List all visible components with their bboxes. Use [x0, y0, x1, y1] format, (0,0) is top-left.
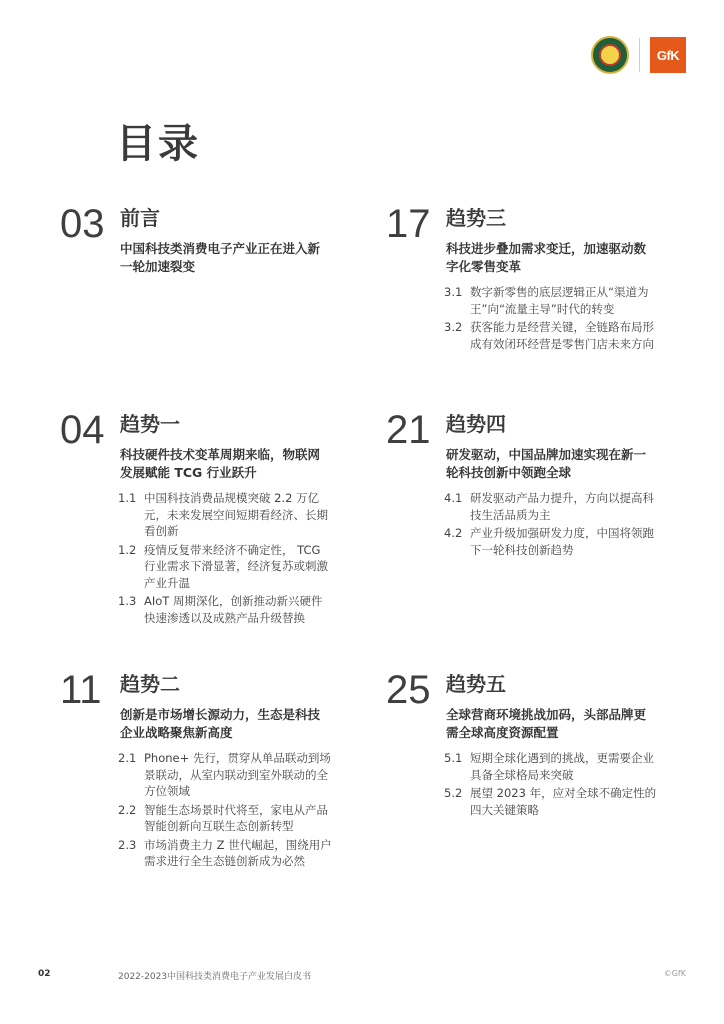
gfk-logo: GfK	[650, 37, 686, 73]
subsection-text: 中国科技消费品规模突破 2.2 万亿元，未来发展空间短期看经济、长期看创新	[144, 491, 328, 538]
subsection-number: 2.1	[118, 751, 137, 765]
subsection-item[interactable]	[446, 319, 658, 352]
section-title: 趋势一	[120, 412, 180, 436]
subsection-number: 4.1	[444, 491, 463, 505]
subsection-item[interactable]	[446, 525, 658, 558]
section-page-number: 17	[386, 202, 431, 246]
section-subtitle: 全球营商环境挑战加码，头部品牌更需全球高度资源配置	[446, 707, 647, 740]
section-page-number: 04	[60, 408, 105, 452]
section-title: 前言	[120, 206, 160, 230]
subsection-item[interactable]	[120, 593, 332, 626]
section-subtitle: 研发驱动，中国品牌加速实现在新一轮科技创新中领跑全球	[446, 447, 647, 480]
subsection-number: 3.1	[444, 285, 463, 299]
subsection-number: 3.2	[444, 320, 463, 334]
toc-section-trend-3[interactable]	[386, 202, 658, 354]
subsection-number: 4.2	[444, 526, 463, 540]
section-page-number: 03	[60, 202, 105, 246]
subsection-text: 研发驱动产品力提升，方向以提高科技生活品质为主	[470, 491, 654, 522]
subsection-number: 2.2	[118, 802, 137, 817]
subsection-text: AIoT 周期深化，创新推动新兴硬件快速渗透以及成熟产品升级替换	[144, 594, 323, 625]
subsection-item[interactable]	[120, 750, 332, 800]
subsection-text: 疫情反复带来经济不确定性， TCG 行业需求下滑显著，经济复苏或刺激产业升温	[144, 542, 328, 590]
footer-page-number: 02	[38, 969, 51, 979]
subsection-number: 2.3	[118, 837, 137, 852]
subsection-number: 5.1	[444, 751, 463, 765]
subsection-list	[120, 490, 332, 626]
section-title: 趋势五	[446, 672, 506, 696]
header-logos	[591, 36, 686, 74]
toc-section-trend-1[interactable]	[60, 408, 332, 628]
subsection-item[interactable]	[120, 802, 332, 835]
subsection-item[interactable]	[120, 490, 332, 540]
page-title: 目录	[116, 121, 200, 167]
section-title: 趋势三	[446, 206, 506, 230]
subsection-text: 获客能力是经营关键，全链路布局形成有效闭环经营是零售门店未来方向	[470, 320, 654, 351]
section-title: 趋势四	[446, 412, 506, 436]
subsection-text: 展望 2023 年，应对全球不确定性的四大关键策略	[470, 786, 657, 817]
toc-section-trend-2[interactable]	[60, 668, 332, 872]
subsection-text: 智能生态场景时代将至，家电从产品智能创新向互联生态创新转型	[144, 802, 328, 833]
subsection-number: 1.3	[118, 594, 137, 608]
logo-divider	[639, 38, 640, 72]
toc-section-trend-4[interactable]	[386, 408, 658, 560]
section-page-number: 25	[386, 668, 431, 712]
footer-copyright: ©GfK	[663, 969, 686, 978]
subsection-number: 1.1	[118, 491, 137, 505]
subsection-item[interactable]	[120, 837, 332, 870]
subsection-item[interactable]	[446, 284, 658, 317]
subsection-text: 产业升级加强研发力度，中国将领跑下一轮科技创新趋势	[470, 526, 654, 557]
subsection-list	[446, 284, 658, 352]
subsection-item[interactable]	[446, 785, 658, 818]
subsection-list	[446, 750, 658, 818]
association-seal-icon	[591, 36, 629, 74]
section-title: 趋势二	[120, 672, 180, 696]
subsection-list	[120, 750, 332, 870]
subsection-item[interactable]	[120, 542, 332, 592]
subsection-text: 短期全球化遇到的挑战，更需要企业具备全球格局来突破	[470, 751, 654, 782]
subsection-list	[446, 490, 658, 558]
section-page-number: 11	[60, 668, 102, 712]
subsection-item[interactable]	[446, 490, 658, 523]
section-subtitle: 创新是市场增长源动力，生态是科技企业战略聚焦新高度	[120, 707, 321, 740]
section-subtitle: 科技进步叠加需求变迁，加速驱动数字化零售变革	[446, 241, 647, 274]
subsection-text: 市场消费主力 Z 世代崛起，围绕用户需求进行全生态链创新成为必然	[144, 837, 332, 868]
section-subtitle: 科技硬件技术变革周期来临，物联网发展赋能 TCG 行业跃升	[120, 447, 321, 480]
page-footer	[38, 969, 686, 982]
toc-section-trend-5[interactable]	[386, 668, 658, 820]
subsection-number: 5.2	[444, 786, 463, 800]
footer-document-title: 2022-2023中国科技类消费电子产业发展白皮书	[118, 972, 312, 982]
subsection-number: 1.2	[118, 542, 137, 557]
subsection-item[interactable]	[446, 750, 658, 783]
subsection-text: Phone+ 先行，贯穿从单品联动到场景联动，从室内联动到室外联动的全方位领域	[144, 751, 331, 798]
subsection-text: 数字新零售的底层逻辑正从“渠道为王”向“流量主导”时代的转变	[470, 285, 649, 316]
section-page-number: 21	[386, 408, 431, 452]
toc-section-preface[interactable]	[60, 202, 332, 284]
section-subtitle: 中国科技类消费电子产业正在进入新一轮加速裂变	[120, 241, 321, 274]
